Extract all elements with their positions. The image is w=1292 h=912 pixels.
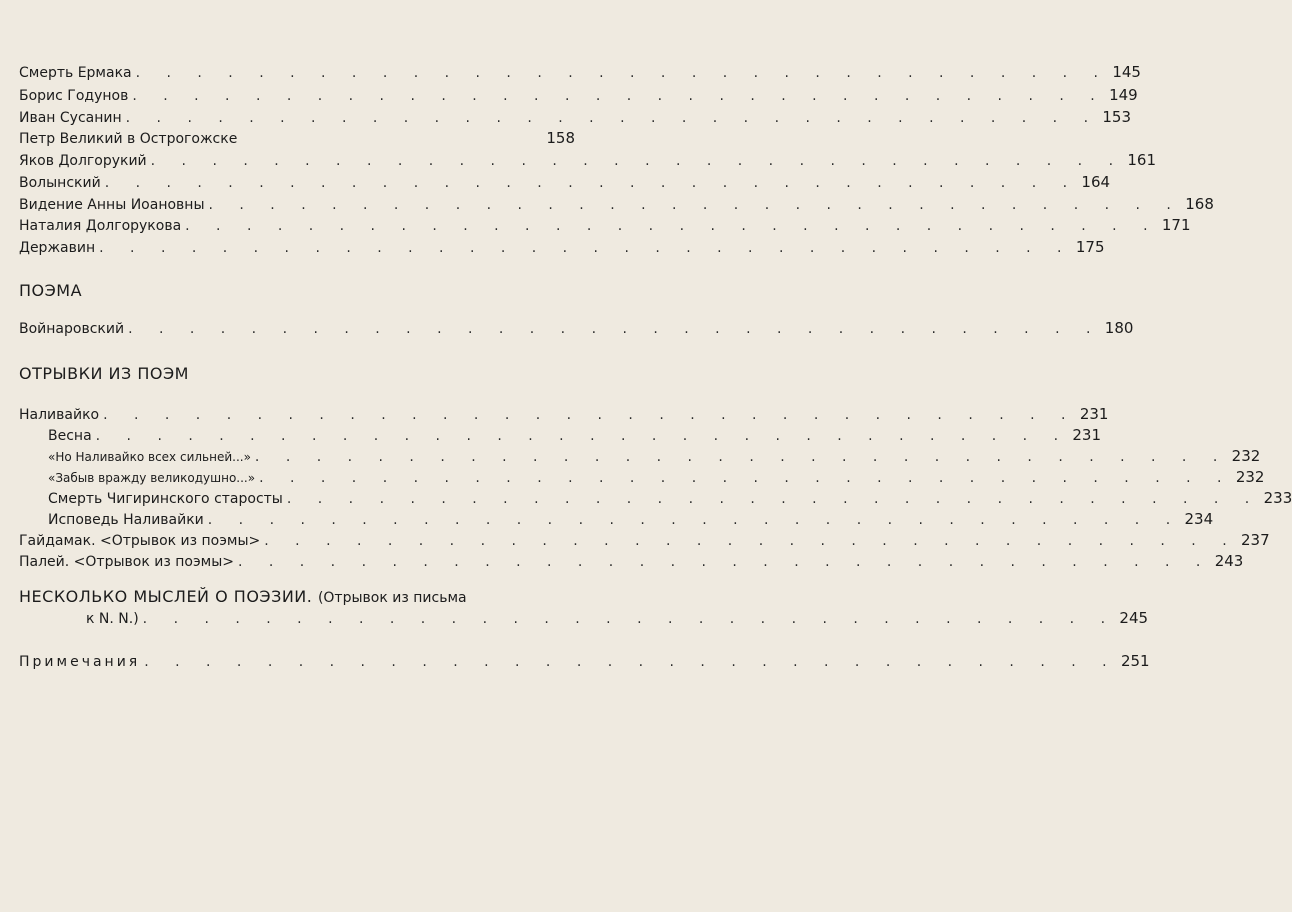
leader-dots: . . . . . . . . . . . . . . . . . . . . . . . . . . . . . . . . — [286, 491, 1261, 507]
entry-title: Наливайко — [19, 407, 100, 423]
toc-entry — [19, 195, 1214, 214]
entry-title: Смерть Ермака — [19, 65, 132, 81]
entry-page-number: 180 — [1104, 319, 1134, 337]
leader-dots: . . . . . . . . . . . . . . . . . . . . . . . . . . . . . . . . — [104, 175, 1079, 191]
entry-title: Исповедь Наливайки — [48, 512, 204, 528]
leader-dots: . . . . . . . . . . . . . . . . . . . . . . . . . . . . . . . . — [103, 407, 1077, 423]
essay-subtitle: (Отрывок из письма — [317, 590, 467, 606]
entry-page-number: 245 — [1119, 609, 1149, 627]
toc-entry — [19, 652, 1150, 671]
entry-title: Борис Годунов — [19, 88, 129, 104]
entry-title: к N. N.) — [86, 611, 139, 627]
entry-page-number: 168 — [1185, 195, 1214, 213]
entry-page-number: 243 — [1214, 552, 1244, 570]
toc-entry — [19, 129, 575, 148]
essay-heading: НЕСКОЛЬКО МЫСЛЕЙ О ПОЭЗИИ. — [19, 587, 313, 606]
toc-entry — [19, 108, 1132, 127]
section-heading-excerpts: ОТРЫВКИ ИЗ ПОЭМ — [19, 364, 189, 383]
entry-title: Весна — [48, 428, 92, 444]
toc-entry — [19, 405, 1109, 424]
entry-title: Иван Сусанин — [19, 110, 122, 126]
leader-dots: . . . . . . . . . . . . . . . . . . . . . . . . . . . . . . . . — [259, 470, 1233, 486]
toc-entry — [19, 552, 1244, 571]
entry-page-number: 251 — [1120, 652, 1150, 670]
toc-entry — [19, 216, 1191, 235]
toc-entry — [19, 531, 1270, 550]
toc-entry — [48, 447, 1261, 466]
entry-page-number: 232 — [1231, 447, 1261, 465]
entry-title: Наталия Долгорукова — [19, 218, 182, 234]
toc-entry — [48, 468, 1265, 487]
toc-entry — [19, 173, 1111, 192]
entry-title: Примечания — [19, 654, 141, 670]
entry-page-number: 149 — [1109, 86, 1138, 104]
section-heading-essay — [19, 587, 467, 606]
leader-dots: . . . . . . . . . . . . . . . . . . . . . . . . . . . . . . . . — [99, 240, 1073, 256]
entry-page-number: 233 — [1263, 489, 1292, 507]
leader-dots: . . . . . . . . . . . . . . . . . . . . . . . . . . . . . . . . — [237, 554, 1212, 570]
entry-title: Палей. <Отрывок из поэмы> — [19, 554, 234, 570]
leader-dots: . . . . . . . . . . . . . . . . . . . . . . . . . . . . . . . . — [125, 110, 1100, 126]
leader-dots: . . . . . . . . . . . . . . . . . . . . . . . . . . . . . . . . — [208, 197, 1182, 213]
entry-title: Державин — [19, 240, 96, 256]
toc-entry — [48, 510, 1214, 529]
entry-title: Войнаровский — [19, 321, 125, 337]
entry-page-number: 175 — [1075, 238, 1105, 256]
entry-page-number: 145 — [1112, 63, 1141, 81]
entry-page-number: 231 — [1079, 405, 1109, 423]
leader-dots: . . . . . . . . . . . . . . . . . . . . . . . . . . . . . . . . — [264, 533, 1238, 549]
entry-page-number: 153 — [1102, 108, 1132, 126]
leader-dots: . . . . . . . . . . . . . . . . . . . . . . . . . . . . . . . . — [144, 654, 1118, 670]
entry-title: Видение Анны Иоановны — [19, 197, 205, 213]
section-heading-poema: ПОЭМА — [19, 281, 83, 300]
entry-page-number: 237 — [1241, 531, 1270, 549]
entry-title: «Но Наливайко всех сильней...» — [48, 450, 251, 464]
leader-dots: . . . . . . . . . . . . . . . . . . . . . . . . . . . . . . . . — [185, 218, 1159, 234]
entry-title: Петр Великий в Острогожске — [19, 131, 238, 147]
entry-title: «Забыв вражду великодушно...» — [48, 471, 256, 485]
toc-entry — [19, 86, 1138, 105]
toc-entry — [19, 238, 1105, 257]
leader-dots: . . . . . . . . . . . . . . . . . . . . . . . . . . . . . . . . — [254, 449, 1229, 465]
entry-page-number: 161 — [1127, 151, 1157, 169]
leader-dots: . . . . . . . . . . . . . . . . . . . . . . . . . . . . . . . . — [95, 428, 1070, 444]
entry-page-number: 231 — [1072, 426, 1102, 444]
leader-dots: . . . . . . . . . . . . . . . . . . . . . . . . . . . . . . . . — [135, 65, 1109, 81]
toc-entry — [19, 63, 1141, 82]
leader-dots: . . . . . . . . . . . . . . . . . . . . . . . . . . . . . . . . — [132, 88, 1106, 104]
entry-title: Яков Долгорукий — [19, 153, 147, 169]
entry-page-number: 232 — [1235, 468, 1265, 486]
toc-entry — [48, 426, 1102, 445]
leader-dots: . . . . . . . . . . . . . . . . . . . . . . . . . . . . . . . . — [207, 512, 1182, 528]
entry-title: Смерть Чигиринского старосты — [48, 491, 283, 507]
toc-entry — [86, 609, 1149, 628]
entry-page-number: 164 — [1081, 173, 1111, 191]
toc-entry — [19, 319, 1134, 338]
entry-page-number: 158 — [546, 129, 575, 147]
entry-page-number: 171 — [1161, 216, 1191, 234]
leader-dots: . . . . . . . . . . . . . . . . . . . . . . . . . . . . . . . . — [150, 153, 1125, 169]
toc-entry — [48, 489, 1292, 508]
entry-title: Гайдамак. <Отрывок из поэмы> — [19, 533, 261, 549]
entry-page-number: 234 — [1184, 510, 1214, 528]
leader-dots: . . . . . . . . . . . . . . . . . . . . . . . . . . . . . . . . — [142, 611, 1117, 627]
toc-entry — [19, 151, 1157, 170]
leader-dots: . . . . . . . . . . . . . . . . . . . . . . . . . . . . . . . . — [128, 321, 1102, 337]
entry-title: Волынский — [19, 175, 101, 191]
